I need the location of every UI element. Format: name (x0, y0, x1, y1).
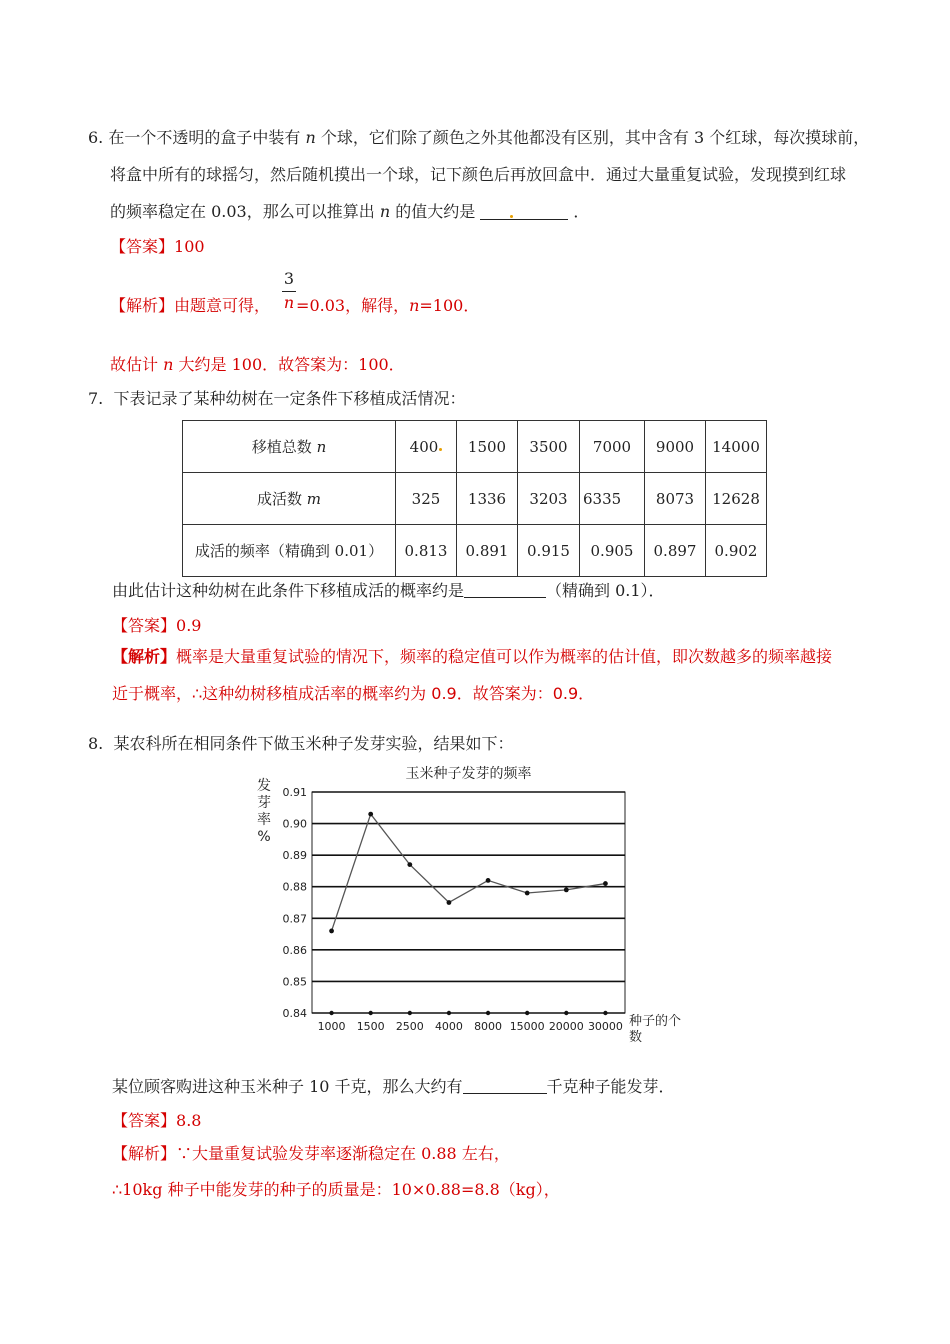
q7-answer: 【答案】0.9 (112, 616, 202, 635)
q7-answer-blank (464, 581, 546, 598)
q8-intro: 8. 某农科所在相同条件下做玉米种子发芽实验，结果如下： (88, 734, 514, 753)
q8-analysis-line1: 【解析】∵大量重复试验发芽率逐渐稳定在 0.88 左右， (112, 1144, 510, 1163)
table-cell: 325 (396, 473, 457, 525)
data-point (407, 862, 412, 867)
table-cell: 1336 (457, 473, 518, 525)
q7-question: 由此估计这种幼树在此条件下移植成活的概率约是 （精确到 0.1）． (112, 581, 665, 600)
table-cell: 8073 (645, 473, 706, 525)
data-point (329, 929, 334, 934)
data-point (525, 891, 530, 896)
y-axis-label: 芽 (257, 795, 271, 811)
plot-frame (312, 792, 625, 1013)
x-tick-label: 30000 (587, 1020, 623, 1033)
q8-answer: 【答案】8.8 (112, 1111, 202, 1130)
y-tick-label: 0.91 (282, 786, 307, 799)
y-tick-label: 0.85 (282, 975, 307, 989)
chart-title: 玉米种子发芽的频率 (405, 766, 532, 782)
data-point (564, 887, 569, 892)
y-tick-label: 0.89 (282, 849, 307, 863)
table-row (183, 473, 767, 525)
q6-answer-blank (480, 203, 568, 220)
q7-analysis-line2: 近于概率，∴这种幼树移植成活率的概率约为 0.9．故答案为：0.9． (112, 684, 595, 703)
q6-line1: 6. 在一个不透明的盒子中装有 n 个球，它们除了颜色之外其他都没有区别，其中含有 3 个红球，每次摸球前， (88, 128, 870, 147)
x-axis-label: 种子的个 (629, 1014, 682, 1029)
y-axis-label: 率 (257, 812, 271, 828)
table-row (183, 525, 767, 577)
table-cell: 7000 (580, 421, 645, 473)
table-cell: 0.891 (457, 525, 518, 577)
table-cell: 12628 (706, 473, 767, 525)
x-axis-point (329, 1011, 333, 1015)
table-cell: 3500 (518, 421, 580, 473)
q7-intro: 7. 下表记录了某种幼树在一定条件下移植成活情况： (88, 389, 466, 408)
q6-analysis: 【解析】由题意可得， =0.03，解得，n=100． (110, 296, 480, 315)
table-cell: 400 (396, 421, 457, 473)
table-cell: 0.897 (645, 525, 706, 577)
x-tick-label: 1500 (356, 1020, 385, 1033)
data-point (368, 812, 373, 817)
x-axis-point (486, 1011, 490, 1015)
y-axis-label: 发 (257, 778, 271, 794)
q6-line2: 将盒中所有的球摇匀，然后随机摸出一个球，记下颜色后再放回盒中．通过大量重复试验，发现摸到红球 (110, 165, 847, 184)
y-tick-label: 0.90 (282, 817, 307, 831)
y-tick-label: 0.88 (282, 880, 307, 894)
x-tick-label: 8000 (474, 1020, 503, 1033)
x-tick-label: 2500 (395, 1020, 424, 1033)
table-row-label: 移植总数 n (183, 421, 396, 473)
table-cell: 0.905 (580, 525, 645, 577)
data-point (447, 900, 452, 905)
table-cell: 0.915 (518, 525, 580, 577)
series-line (332, 814, 606, 931)
y-tick-label: 0.87 (282, 912, 307, 926)
q6-conclusion: 故估计 n 大约是 100．故答案为：100． (110, 355, 405, 374)
table-cell: 14000 (706, 421, 767, 473)
table-cell: 1500 (457, 421, 518, 473)
fraction-numerator: 3 (283, 269, 295, 288)
q8-analysis-line2: ∴10kg 种子中能发芽的种子的质量是：10×0.88=8.8（kg）， (112, 1180, 560, 1199)
table-row-label: 成活数 m (183, 473, 396, 525)
table-cell: 9000 (645, 421, 706, 473)
table-row (183, 421, 767, 473)
x-axis-point (603, 1011, 607, 1015)
q6-line3: 的频率稳定在 0.03，那么可以推算出 n 的值大约是 ． (110, 202, 590, 221)
table-cell: 0.902 (706, 525, 767, 577)
q6-answer: 【答案】100 (110, 237, 205, 256)
table-cell: 3203 (518, 473, 580, 525)
q8-number: 8. (88, 734, 104, 753)
x-axis-point (368, 1011, 372, 1015)
q8-answer-blank (463, 1077, 547, 1094)
x-axis-label: 数 (629, 1030, 643, 1045)
q8-question: 某位顾客购进这种玉米种子 10 千克，那么大约有 千克种子能发芽． (112, 1077, 675, 1096)
q6-number: 6. (88, 128, 104, 147)
y-axis-label: % (257, 829, 271, 845)
germination-chart (250, 758, 700, 1050)
data-point (603, 881, 608, 886)
y-tick-label: 0.86 (282, 943, 307, 957)
y-tick-label: 0.84 (282, 1007, 307, 1020)
data-point (486, 878, 491, 883)
x-axis-point (564, 1011, 568, 1015)
x-tick-label: 4000 (434, 1020, 463, 1033)
q7-number: 7. (88, 389, 104, 408)
x-tick-label: 15000 (509, 1020, 545, 1033)
table-row-label: 成活的频率（精确到 0.01） (183, 525, 396, 577)
table-cell: 0.813 (396, 525, 457, 577)
x-axis-point (408, 1011, 412, 1015)
transplant-table (182, 420, 767, 577)
fraction-denominator: n (283, 293, 295, 312)
x-tick-label: 1000 (317, 1020, 346, 1033)
q7-analysis-line1: 【解析】概率是大量重复试验的情况下，频率的稳定值可以作为概率的估计值，即次数越多的频率越接 (112, 647, 833, 666)
table-cell: 6335 (580, 473, 645, 525)
x-axis-point (525, 1011, 529, 1015)
x-axis-point (447, 1011, 451, 1015)
x-tick-label: 20000 (548, 1020, 584, 1033)
